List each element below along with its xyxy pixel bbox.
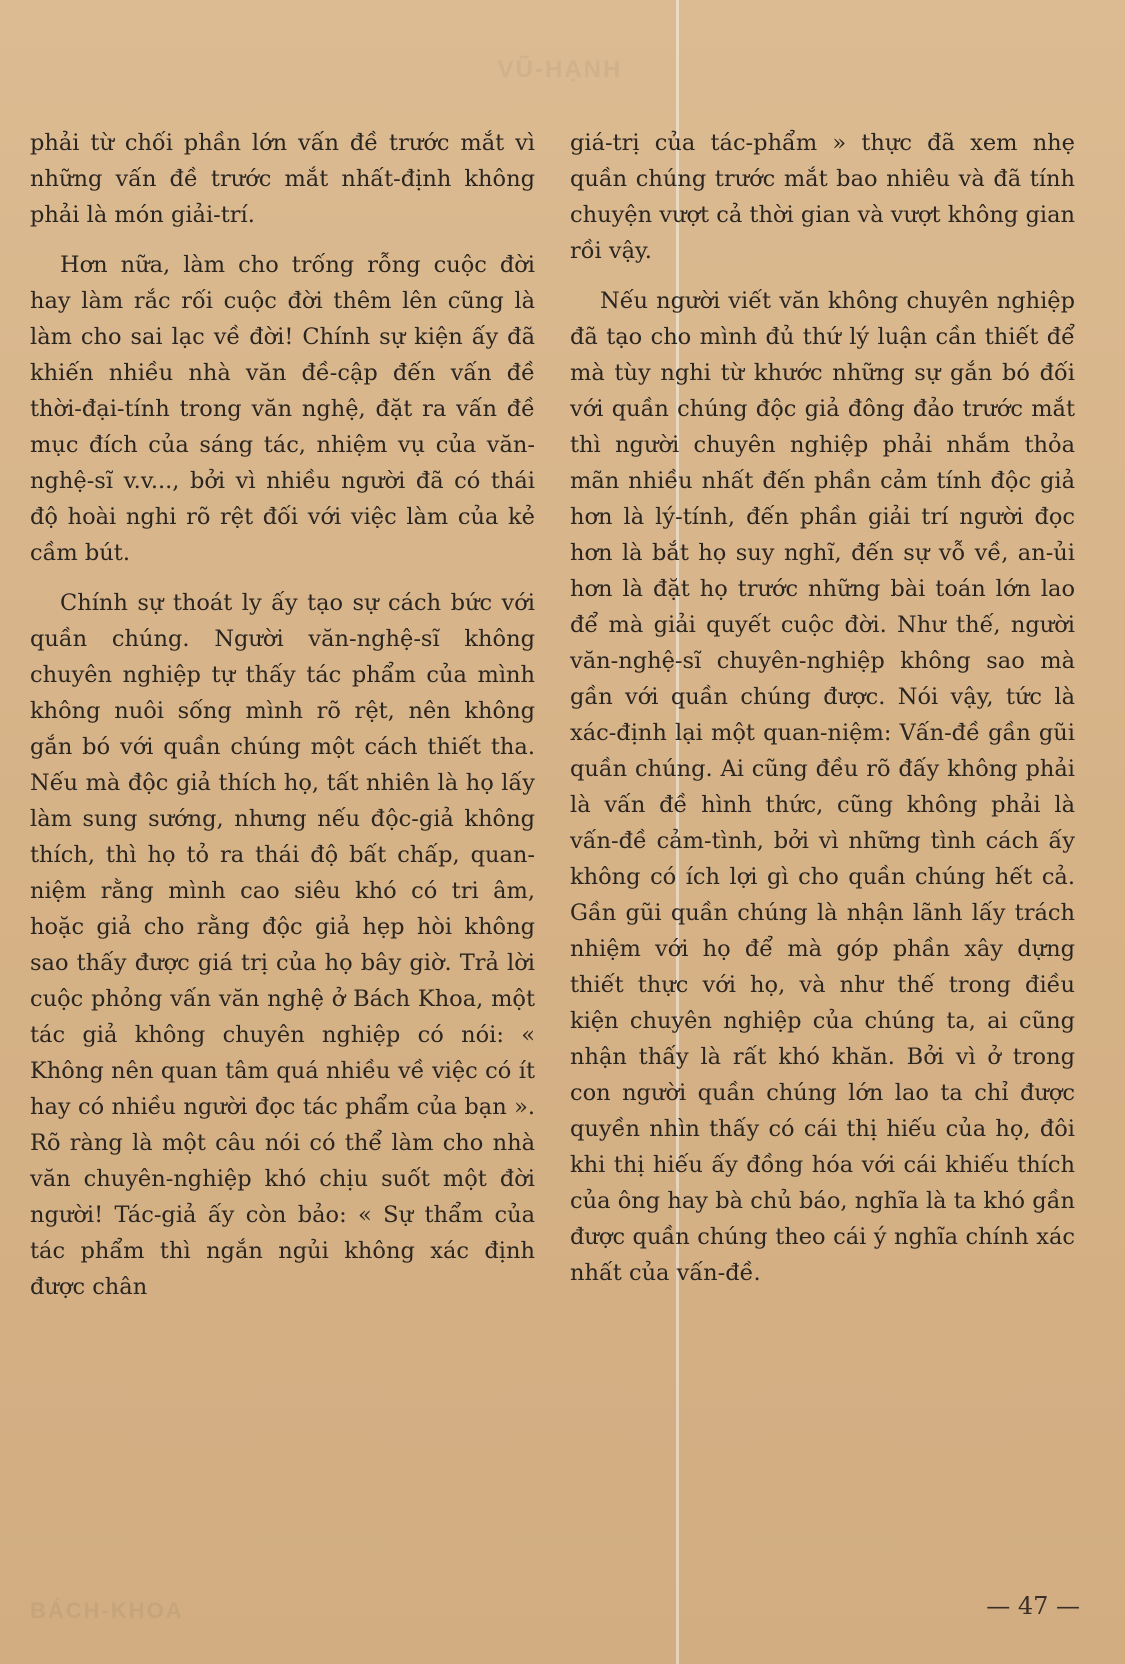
- right-text-column: [570, 125, 1075, 1291]
- paragraph: giá-trị của tác-phẩm » thực đã xem nhẹ quần chúng trước mắt bao nhiêu và đã tính chuyện vượt cả thời gian và vượt không gian rồi vậy.: [570, 130, 1075, 264]
- paragraph: Hơn nữa, làm cho trống rỗng cuộc đời hay làm rắc rối cuộc đời thêm lên cũng là làm cho sai lạc về đời! Chính sự kiện ấy đã khiến nhiều nhà văn đề-cập đến vấn đề thời-đại-tính trong văn nghệ, đặt ra vấn đề mục đích của sáng tác, nhiệm vụ của văn-nghệ-sĩ v.v..., bởi vì nhiều người đã có thái độ hoài nghi rõ rệt đối với việc làm của kẻ cầm bút.: [30, 252, 535, 566]
- paragraph: phải từ chối phần lớn vấn đề trước mắt vì những vấn đề trước mắt nhất-định không phải là món giải-trí.: [30, 130, 535, 228]
- running-header: VŨ-HẠNH: [497, 56, 623, 83]
- left-text-column: [30, 125, 535, 1305]
- paragraph: Chính sự thoát ly ấy tạo sự cách bức với quần chúng. Người văn-nghệ-sĩ không chuyên nghiệp tự thấy tác phẩm của mình không nuôi sống mình rõ rệt, nên không gắn bó với quần chúng một cách thiết tha. Nếu mà độc giả thích họ, tất nhiên là họ lấy làm sung sướng, nhưng nếu độc-giả không thích, thì họ tỏ ra thái độ bất chấp, quan-niệm rằng mình cao siêu khó có tri âm, hoặc giả cho rằng độc giả hẹp hòi không sao thấy được giá trị của họ bây giờ. Trả lời cuộc phỏng vấn văn nghệ ở Bách Khoa, một tác giả không chuyên nghiệp có nói: « Không nên quan tâm quá nhiều về việc có ít hay có nhiều người đọc tác phẩm của bạn ». Rõ ràng là một câu nói có thể làm cho nhà văn chuyên-nghiệp khó chịu suốt một đời người! Tác-giả ấy còn bảo: « Sự thẩm của tác phẩm thì ngắn ngủi không xác định được chân: [30, 590, 535, 1300]
- paragraph: Nếu người viết văn không chuyên nghiệp đã tạo cho mình đủ thứ lý luận cần thiết để mà tùy nghi từ khước những sự gắn bó đối với quần chúng độc giả đông đảo trước mắt thì người chuyên nghiệp phải nhắm thỏa mãn nhiều nhất đến phần cảm tính độc giả hơn là lý-tính, đến phần giải trí người đọc hơn là bắt họ suy nghĩ, đến sự vỗ về, an-ủi hơn là đặt họ trước những bài toán lớn lao để mà giải quyết cuộc đời. Như thế, người văn-nghệ-sĩ chuyên-nghiệp không sao mà gần với quần chúng được. Nói vậy, tức là xác-định lại một quan-niệm: Vấn-đề gần gũi quần chúng. Ai cũng đều rõ đấy không phải là vấn đề hình thức, cũng không phải là vấn-đề cảm-tình, bởi vì những tình cách ấy không có ích lợi gì cho quần chúng hết cả. Gần gũi quần chúng là nhận lãnh lấy trách nhiệm với họ để mà góp phần xây dựng thiết thực với họ, và như thế trong điều kiện chuyên nghiệp của chúng ta, ai cũng nhận thấy là rất khó khăn. Bởi vì ở trong con người quần chúng lớn lao ta chỉ được quyền nhìn thấy có cái thị hiếu của họ, đôi khi thị hiếu ấy đồng hóa với cái khiếu thích của ông hay bà chủ báo, nghĩa là ta khó gần được quần chúng theo cái ý nghĩa chính xác nhất của vấn-đề.: [570, 288, 1075, 1286]
- magazine-name-footer: BÁCH-KHOA: [30, 1598, 184, 1623]
- page-number: — 47 —: [986, 1592, 1080, 1620]
